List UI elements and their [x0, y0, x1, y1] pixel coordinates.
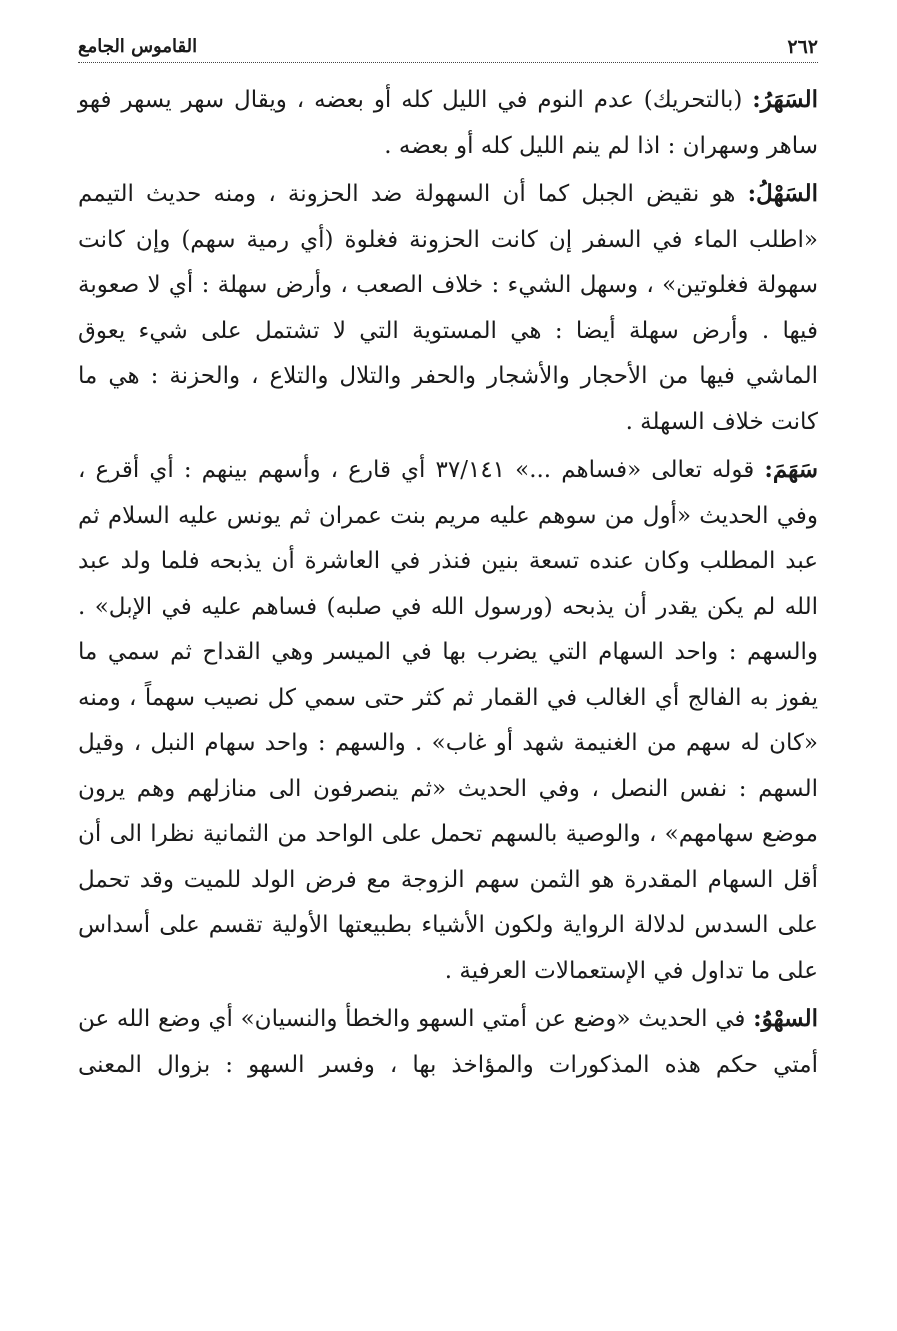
entry-sahar	[78, 77, 818, 169]
book-title: القاموس الجامع	[78, 36, 198, 57]
dictionary-page	[78, 34, 818, 1090]
running-header	[78, 34, 818, 63]
page-number: ٢٦٢	[787, 36, 818, 58]
entry-headword: السهْوُ:	[753, 1005, 818, 1032]
entry-definition: (بالتحريك) عدم النوم في الليل كله أو بعضه ، ويقال سهر يسهر فهو ساهر وسهران : اذا لم ينم الليل كله أو بعضه .	[78, 87, 818, 159]
entry-headword: السَهَرُ:	[752, 86, 818, 113]
entry-sahw	[78, 996, 818, 1088]
entry-definition: في الحديث «وضع عن أمتي السهو والخطأ والنسيان» أي وضع الله عن أمتي حكم هذه المذكورات والمؤاخذ بها ، وفسر السهو : بزوال المعنى	[78, 1006, 818, 1078]
entry-saham	[78, 447, 818, 994]
entry-definition: هو نقيض الجبل كما أن السهولة ضد الحزونة ، ومنه حديث التيمم «اطلب الماء في السفر إن كانت الحزونة فغلوة (أي رمية سهم) وإن كانت سهولة فغلوتين» ، وسهل الشيء : خلاف الصعب ، وأرض سهلة : أي لا صعوبة فيها . وأرض سهلة أيضا : هي المستوية التي لا تشتمل على شيء يعوق الماشي فيها من الأحجار والأشجار والحفر والتلال والتلاع ، والحزنة : هي ما كانت خلاف السهلة .	[78, 181, 818, 435]
entry-headword: السَهْلُ:	[747, 180, 818, 207]
entry-headword: سَهَمَ:	[764, 456, 818, 483]
entry-definition: قوله تعالى «فساهم ...» ٣٧/١٤١ أي قارع ، وأسهم بينهم : أي أقرع ، وفي الحديث «أول من سوهم عليه مريم بنت عمران ثم يونس عليه السلام ثم عبد المطلب وكان عنده تسعة بنين فنذر في العاشرة أن يذبحه فلما ولد عبد الله لم يكن يقدر أن يذبحه (ورسول الله في صلبه) فساهم عليه في الإبل» . والسهم : واحد السهام التي يضرب بها في الميسر وهي القداح ثم سمي ما يفوز به الفالج أي الغالب في القمار ثم كثر حتى سمي كل نصيب سهماً ، ومنه «كان له سهم من الغنيمة شهد أو غاب» . والسهم : واحد سهام النبل ، وقيل السهم : نفس النصل ، وفي الحديث «ثم ينصرفون الى منازلهم وهم يرون موضع سهامهم» ، والوصية بالسهم تحمل على الواحد من الثمانية نظرا الى أن أقل السهام المقدرة هو الثمن سهم الزوجة مع فرض الولد للميت وقد تحمل على السدس لدلالة الرواية ولكون الأشياء بطبيعتها الأولية تقسم على أسداس على ما تداول في الإستعمالات العرفية .	[78, 457, 818, 984]
entry-sahl	[78, 171, 818, 445]
